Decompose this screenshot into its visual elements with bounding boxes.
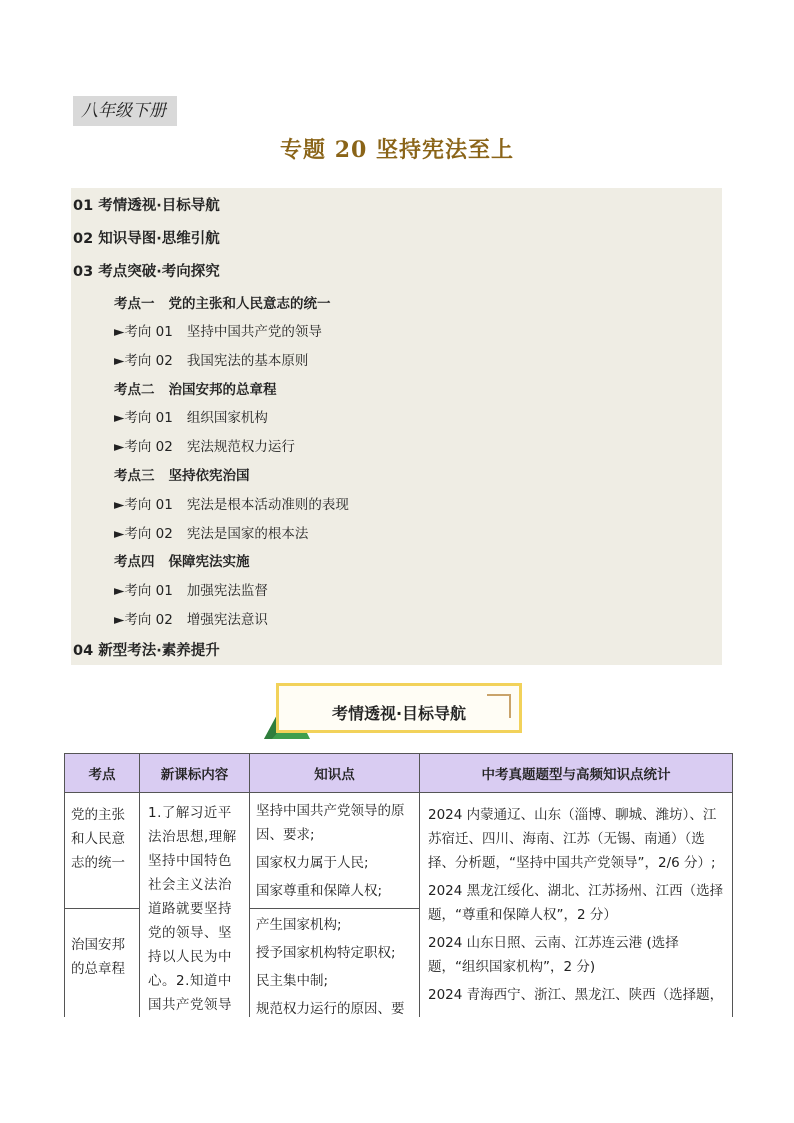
knowledge-item: 民主集中制; bbox=[256, 973, 329, 989]
toc-label: 考点一 bbox=[114, 296, 155, 312]
column-header: 考点 bbox=[65, 754, 140, 793]
toc-label: ►考向 02 bbox=[114, 353, 173, 369]
toc-topic bbox=[114, 464, 250, 484]
table-header-row bbox=[65, 754, 733, 793]
toc-label: 考点二 bbox=[114, 382, 155, 398]
knowledge-item: 授予国家机构特定职权; bbox=[256, 945, 396, 961]
knowledge-item: 国家权力属于人民; bbox=[256, 855, 369, 871]
toc-subtopic bbox=[114, 349, 308, 369]
column-header: 中考真题题型与高频知识点统计 bbox=[420, 754, 733, 793]
topic-cell: 党的主张和人民意志的统一 bbox=[65, 793, 140, 909]
topic-cell: 治国安邦的总章程 bbox=[65, 909, 140, 1059]
toc-topic bbox=[114, 550, 250, 570]
table-of-contents bbox=[71, 188, 722, 665]
exam-stat-item: 2024 青海西宁、浙江、黑龙江、陕西（选择题， bbox=[428, 987, 724, 1003]
toc-label: ►考向 01 bbox=[114, 324, 173, 340]
toc-label: ►考向 01 bbox=[114, 497, 173, 513]
grade-label: 八年级下册 bbox=[73, 96, 177, 126]
toc-text: 坚持依宪治国 bbox=[168, 468, 250, 484]
exam-stat-item: 2024 黑龙江绥化、湖北、江苏扬州、江西（选择题，“尊重和保障人权”，2 分） bbox=[428, 883, 724, 923]
toc-topic bbox=[114, 378, 277, 398]
knowledge-item: 坚持中国共产党领导的原因、要求; bbox=[256, 803, 405, 843]
banner-frame bbox=[276, 683, 522, 733]
toc-text: 组织国家机构 bbox=[186, 410, 268, 426]
toc-section: 01 考情透视·目标导航 bbox=[73, 198, 220, 214]
banner-title: 考情透视·目标导航 bbox=[331, 704, 467, 723]
toc-text: 党的主张和人民意志的统一 bbox=[168, 296, 331, 312]
page-bottom bbox=[0, 1017, 794, 1123]
toc-label: ►考向 02 bbox=[114, 526, 173, 542]
toc-section: 03 考点突破·考向探究 bbox=[73, 264, 220, 280]
toc-label: 考点四 bbox=[114, 554, 155, 570]
toc-subtopic bbox=[114, 522, 308, 542]
toc-subtopic bbox=[114, 320, 322, 340]
section-banner bbox=[264, 681, 524, 739]
toc-label: 考点三 bbox=[114, 468, 155, 484]
toc-label: ►考向 02 bbox=[114, 612, 173, 628]
page-title: 专题 20 坚持宪法至上 bbox=[280, 137, 514, 163]
toc-label: ►考向 02 bbox=[114, 439, 173, 455]
toc-text: 宪法规范权力运行 bbox=[186, 439, 295, 455]
toc-text: 宪法是根本活动准则的表现 bbox=[186, 497, 349, 513]
knowledge-item: 国家尊重和保障人权; bbox=[256, 883, 383, 899]
curriculum-cell: 1.了解习近平法治思想,理解坚持中国特色社会主义法治道路就要坚持党的领导、坚持以人民为中心。2.知道中国共产党领导 bbox=[140, 793, 250, 1059]
toc-subtopic bbox=[114, 435, 295, 455]
toc-subtopic bbox=[114, 493, 349, 513]
knowledge-cell bbox=[250, 793, 420, 909]
exam-stat-item: 2024 山东日照、云南、江苏连云港 (选择题，“组织国家机构”，2 分) bbox=[428, 935, 679, 975]
toc-text: 我国宪法的基本原则 bbox=[186, 353, 309, 369]
toc-subtopic bbox=[114, 579, 268, 599]
toc-text: 增强宪法意识 bbox=[186, 612, 268, 628]
toc-subtopic bbox=[114, 608, 268, 628]
knowledge-item: 规范权力运行的原因、要 bbox=[256, 1001, 405, 1017]
column-header: 知识点 bbox=[250, 754, 420, 793]
toc-text: 加强宪法监督 bbox=[186, 583, 268, 599]
toc-text: 治国安邦的总章程 bbox=[168, 382, 277, 398]
column-header: 新课标内容 bbox=[140, 754, 250, 793]
toc-text: 保障宪法实施 bbox=[168, 554, 250, 570]
toc-section: 02 知识导图·思维引航 bbox=[73, 231, 220, 247]
toc-topic bbox=[114, 292, 331, 312]
toc-label: ►考向 01 bbox=[114, 410, 173, 426]
toc-text: 坚持中国共产党的领导 bbox=[186, 324, 322, 340]
toc-section: 04 新型考法·素养提升 bbox=[73, 643, 220, 659]
exam-overview-table bbox=[64, 753, 733, 1059]
toc-text: 宪法是国家的根本法 bbox=[186, 526, 309, 542]
toc-subtopic bbox=[114, 406, 268, 426]
table-row bbox=[65, 793, 733, 909]
knowledge-item: 产生国家机构; bbox=[256, 917, 342, 933]
exam-stat-item: 2024 内蒙通辽、山东（淄博、聊城、潍坊）、江苏宿迁、四川、海南、江苏（无锡、南通）（选择、分析题，“坚持中国共产党领导”，2/6 分）; bbox=[428, 807, 717, 871]
toc-label: ►考向 01 bbox=[114, 583, 173, 599]
